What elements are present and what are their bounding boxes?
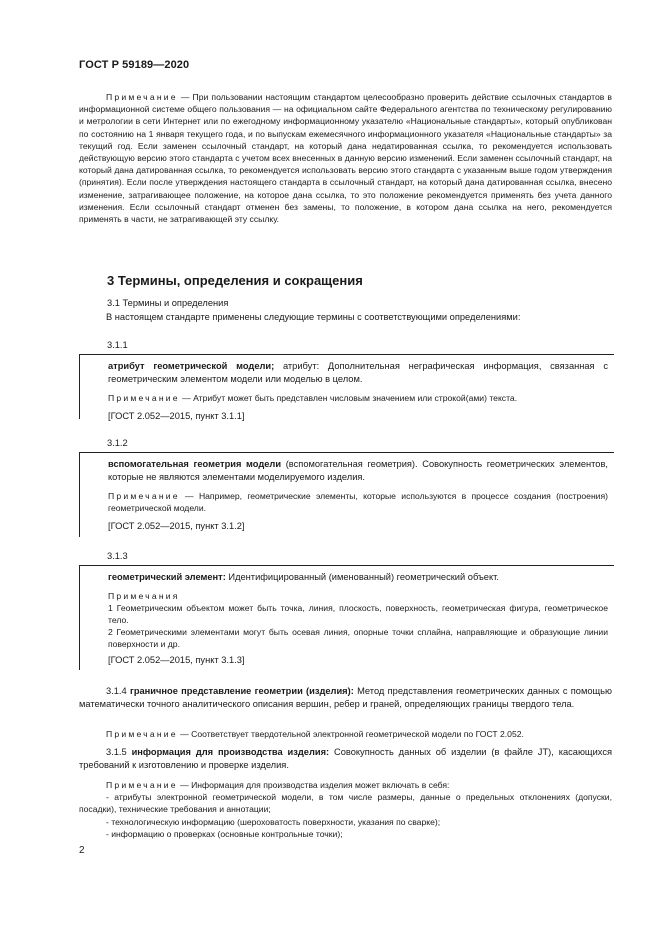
subsection-title: 3.1 Термины и определения xyxy=(107,298,229,308)
term-paragraph xyxy=(79,685,612,711)
term-number: 3.1.5 xyxy=(106,747,132,757)
section-title: 3 Термины, определения и сокращения xyxy=(107,273,363,288)
term-name: вспомогательная геометрия модели xyxy=(108,459,282,469)
note-label: Примечание xyxy=(106,780,178,790)
term-number: 3.1.4 xyxy=(106,686,130,696)
term-reference: [ГОСТ 2.052—2015, пункт 3.1.2] xyxy=(108,521,245,531)
note-text: — Информация для производства изделия может включать в себя: xyxy=(177,780,450,790)
term-reference: [ГОСТ 2.052—2015, пункт 3.1.1] xyxy=(108,411,245,421)
list-item: - информацию о проверках (основные контрольные точки); xyxy=(106,828,343,839)
term-reference: [ГОСТ 2.052—2015, пункт 3.1.3] xyxy=(108,655,245,665)
term-note xyxy=(79,779,612,840)
note-text: — Атрибут может быть представлен числовым значением или строкой(ами) текста. xyxy=(179,393,518,403)
note-label: Примечание xyxy=(108,393,180,403)
note-text: — При пользовании настоящим стандартом целесообразно проверить действие ссылочных стандартов в информационной системе общего пользования — на официальном сайте Федерального агентства по техническому регулированию и метрологии в сети Интернет или по ежегодному информационному указателю «Национальные стандарты», который опубликован по состоянию на 1 января текущего года, и по выпускам ежемесячного информационного указателя «Национальные стандарты» за текущий год. Если заменен ссылочный стандарт, на который дана недатированная ссылка, то рекомендуется использовать действующую версию этого стандарта с учетом всех внесенных в данную версию изменений. Если заменен ссылочный стандарт, на который дана датированная ссылка, то рекомендуется использовать версию этого стандарта с указанным выше годом утверждения (принятия). Если после утверждения настоящего стандарта в ссылочный стандарт, на который дана датированная ссылка, внесено изменение, затрагивающее положение, на которое дана ссылка, то это положение рекомендуется применять без учета данного изменения. Если ссылочный стандарт отменен без замены, то положение, в котором дана ссылка на него, рекомендуется применять в части, не затрагивающей эту ссылку. xyxy=(79,92,612,225)
term-name: геометрический элемент: xyxy=(108,572,226,582)
term-name: атрибут геометрической модели; xyxy=(108,361,275,371)
page-number: 2 xyxy=(79,845,85,856)
notes-label: Примечания xyxy=(108,591,180,601)
term-name: информация для производства изделия: xyxy=(131,747,330,757)
term-name: граничное представление геометрии (изделия): xyxy=(129,686,354,696)
term-number: 3.1.3 xyxy=(107,551,128,561)
note-text: — Соответствует твердотельной электронной геометрической модели по ГОСТ 2.052. xyxy=(177,729,524,739)
term-definition: (вспомогательная геометрия). Совокупность геометрических элементов, которые не являются элементами моделируемого изделия. xyxy=(108,459,608,482)
standard-header: ГОСТ Р 59189—2020 xyxy=(79,59,190,71)
term-note xyxy=(79,728,612,740)
note-text: — Например, геометрические элементы, которые используются в процессе создания (построения) геометрической модели. xyxy=(108,491,608,513)
term-box xyxy=(79,452,614,537)
term-definition: Совокупность данных об изделии (в файле JT), касающихся требований к изготовлению и проверке изделия. xyxy=(79,747,612,771)
term-definition: Метод представления геометрических данных с помощью математически точного аналитического описания вершин, ребер и граней, определяющих границы твердого тела. xyxy=(79,686,612,710)
note-label: Примечание xyxy=(108,491,180,501)
term-box xyxy=(79,354,614,419)
note-label: Примечание xyxy=(106,92,178,102)
note-item: 2 Геометрическими элементами могут быть осевая линия, опорные точки сплайна, направляющие и образующие линии поверхности и др. xyxy=(108,627,608,649)
term-definition: атрибут: Дополнительная неграфическая информация, связанная с геометрическим элементом модели или моделью в целом. xyxy=(108,361,608,384)
note-label: Примечание xyxy=(106,729,178,739)
term-definition: Идентифицированный (именованный) геометрический объект. xyxy=(225,572,499,582)
intro-text: В настоящем стандарте применены следующие термины с соответствующими определениями: xyxy=(106,312,521,322)
term-box xyxy=(79,565,614,670)
list-item: - атрибуты электронной геометрической модели, в том числе размеры, данные о предельных отклонениях (допуски, посадки), технические требования и аннотации; xyxy=(79,792,612,815)
note-item: 1 Геометрическим объектом может быть точка, линия, плоскость, поверхность, геометрическая фигура, геометрическое тело. xyxy=(108,603,608,625)
term-number: 3.1.2 xyxy=(107,438,128,448)
reference-note xyxy=(79,91,612,225)
term-number: 3.1.1 xyxy=(107,340,128,350)
list-item: - технологическую информацию (шероховатость поверхности, указания по сварке); xyxy=(106,816,441,827)
term-paragraph xyxy=(79,746,612,772)
